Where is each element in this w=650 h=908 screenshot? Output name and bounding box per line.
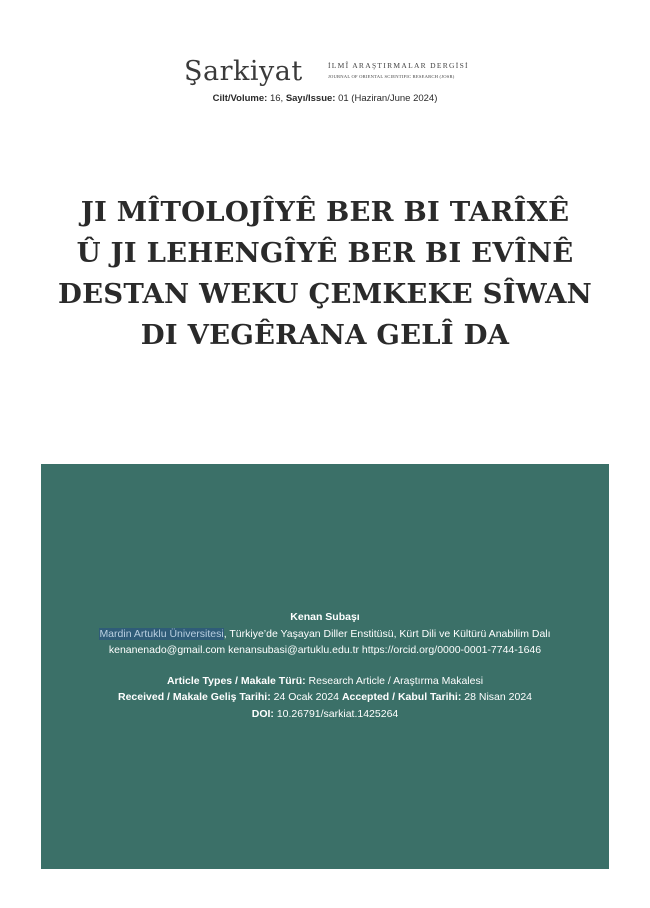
affiliation-rest: , Türkiye’de Yaşayan Diller Enstitüsü, Kürt Dili ve Kültürü Anabilim Dalı [223,627,551,640]
journal-subtitle-en: JOURNAL OF ORIENTAL SCIENTIFIC RESEARCH (JOSR) [328,74,455,79]
volume-label: Cilt/Volume: [212,93,268,104]
received-value: 24 Ocak 2024 [270,691,342,703]
issue-info [0,93,650,104]
title-line: JI MÎTOLOJÎYÊ BER BI TARÎXÊ [80,196,570,228]
journal-logo: Şarkiyat [184,56,303,87]
title-line: Û JI LEHENGÎYÊ BER BI EVÎNÊ [76,237,574,269]
volume-value: 16, [269,93,284,104]
article-title [20,192,630,356]
doi-label: DOI: [251,707,274,720]
received-label: Received / Makale Geliş Tarihi: [118,691,271,703]
university-link[interactable]: Mardin Artuklu Üniversitesi [99,627,224,640]
author-affiliation [41,626,609,643]
title-line: DI VEGÊRANA GELÎ DA [140,319,510,351]
accepted-label: Accepted / Kabul Tarihi: [341,691,462,703]
doi-value[interactable]: 10.26791/sarkiat.1425264 [273,707,399,720]
article-type [41,673,609,690]
journal-subtitle-tr: İLMÎ ARAŞTIRMALAR DERGİSİ [328,61,469,70]
article-dates [41,689,609,706]
article-info [41,609,609,722]
author-name: Kenan Subaşı [290,611,360,623]
article-type-label: Article Types / Makale Türü: [166,674,306,687]
article-info-panel [41,464,609,869]
issue-value: 01 (Haziran/June 2024) [338,93,438,104]
article-doi [41,706,609,723]
issue-label: Sayı/Issue: [285,93,336,104]
accepted-value: 28 Nisan 2024 [461,691,532,703]
author-contacts[interactable]: kenanenado@gmail.com kenansubasi@artuklu.edu.tr https://orcid.org/0000-0001-7744-1646 [108,644,542,656]
title-line: DESTAN WEKU ÇEMKEKE SÎWAN [58,278,592,310]
article-type-value: Research Article / Araştırma Makalesi [305,674,484,687]
journal-masthead [0,56,650,106]
